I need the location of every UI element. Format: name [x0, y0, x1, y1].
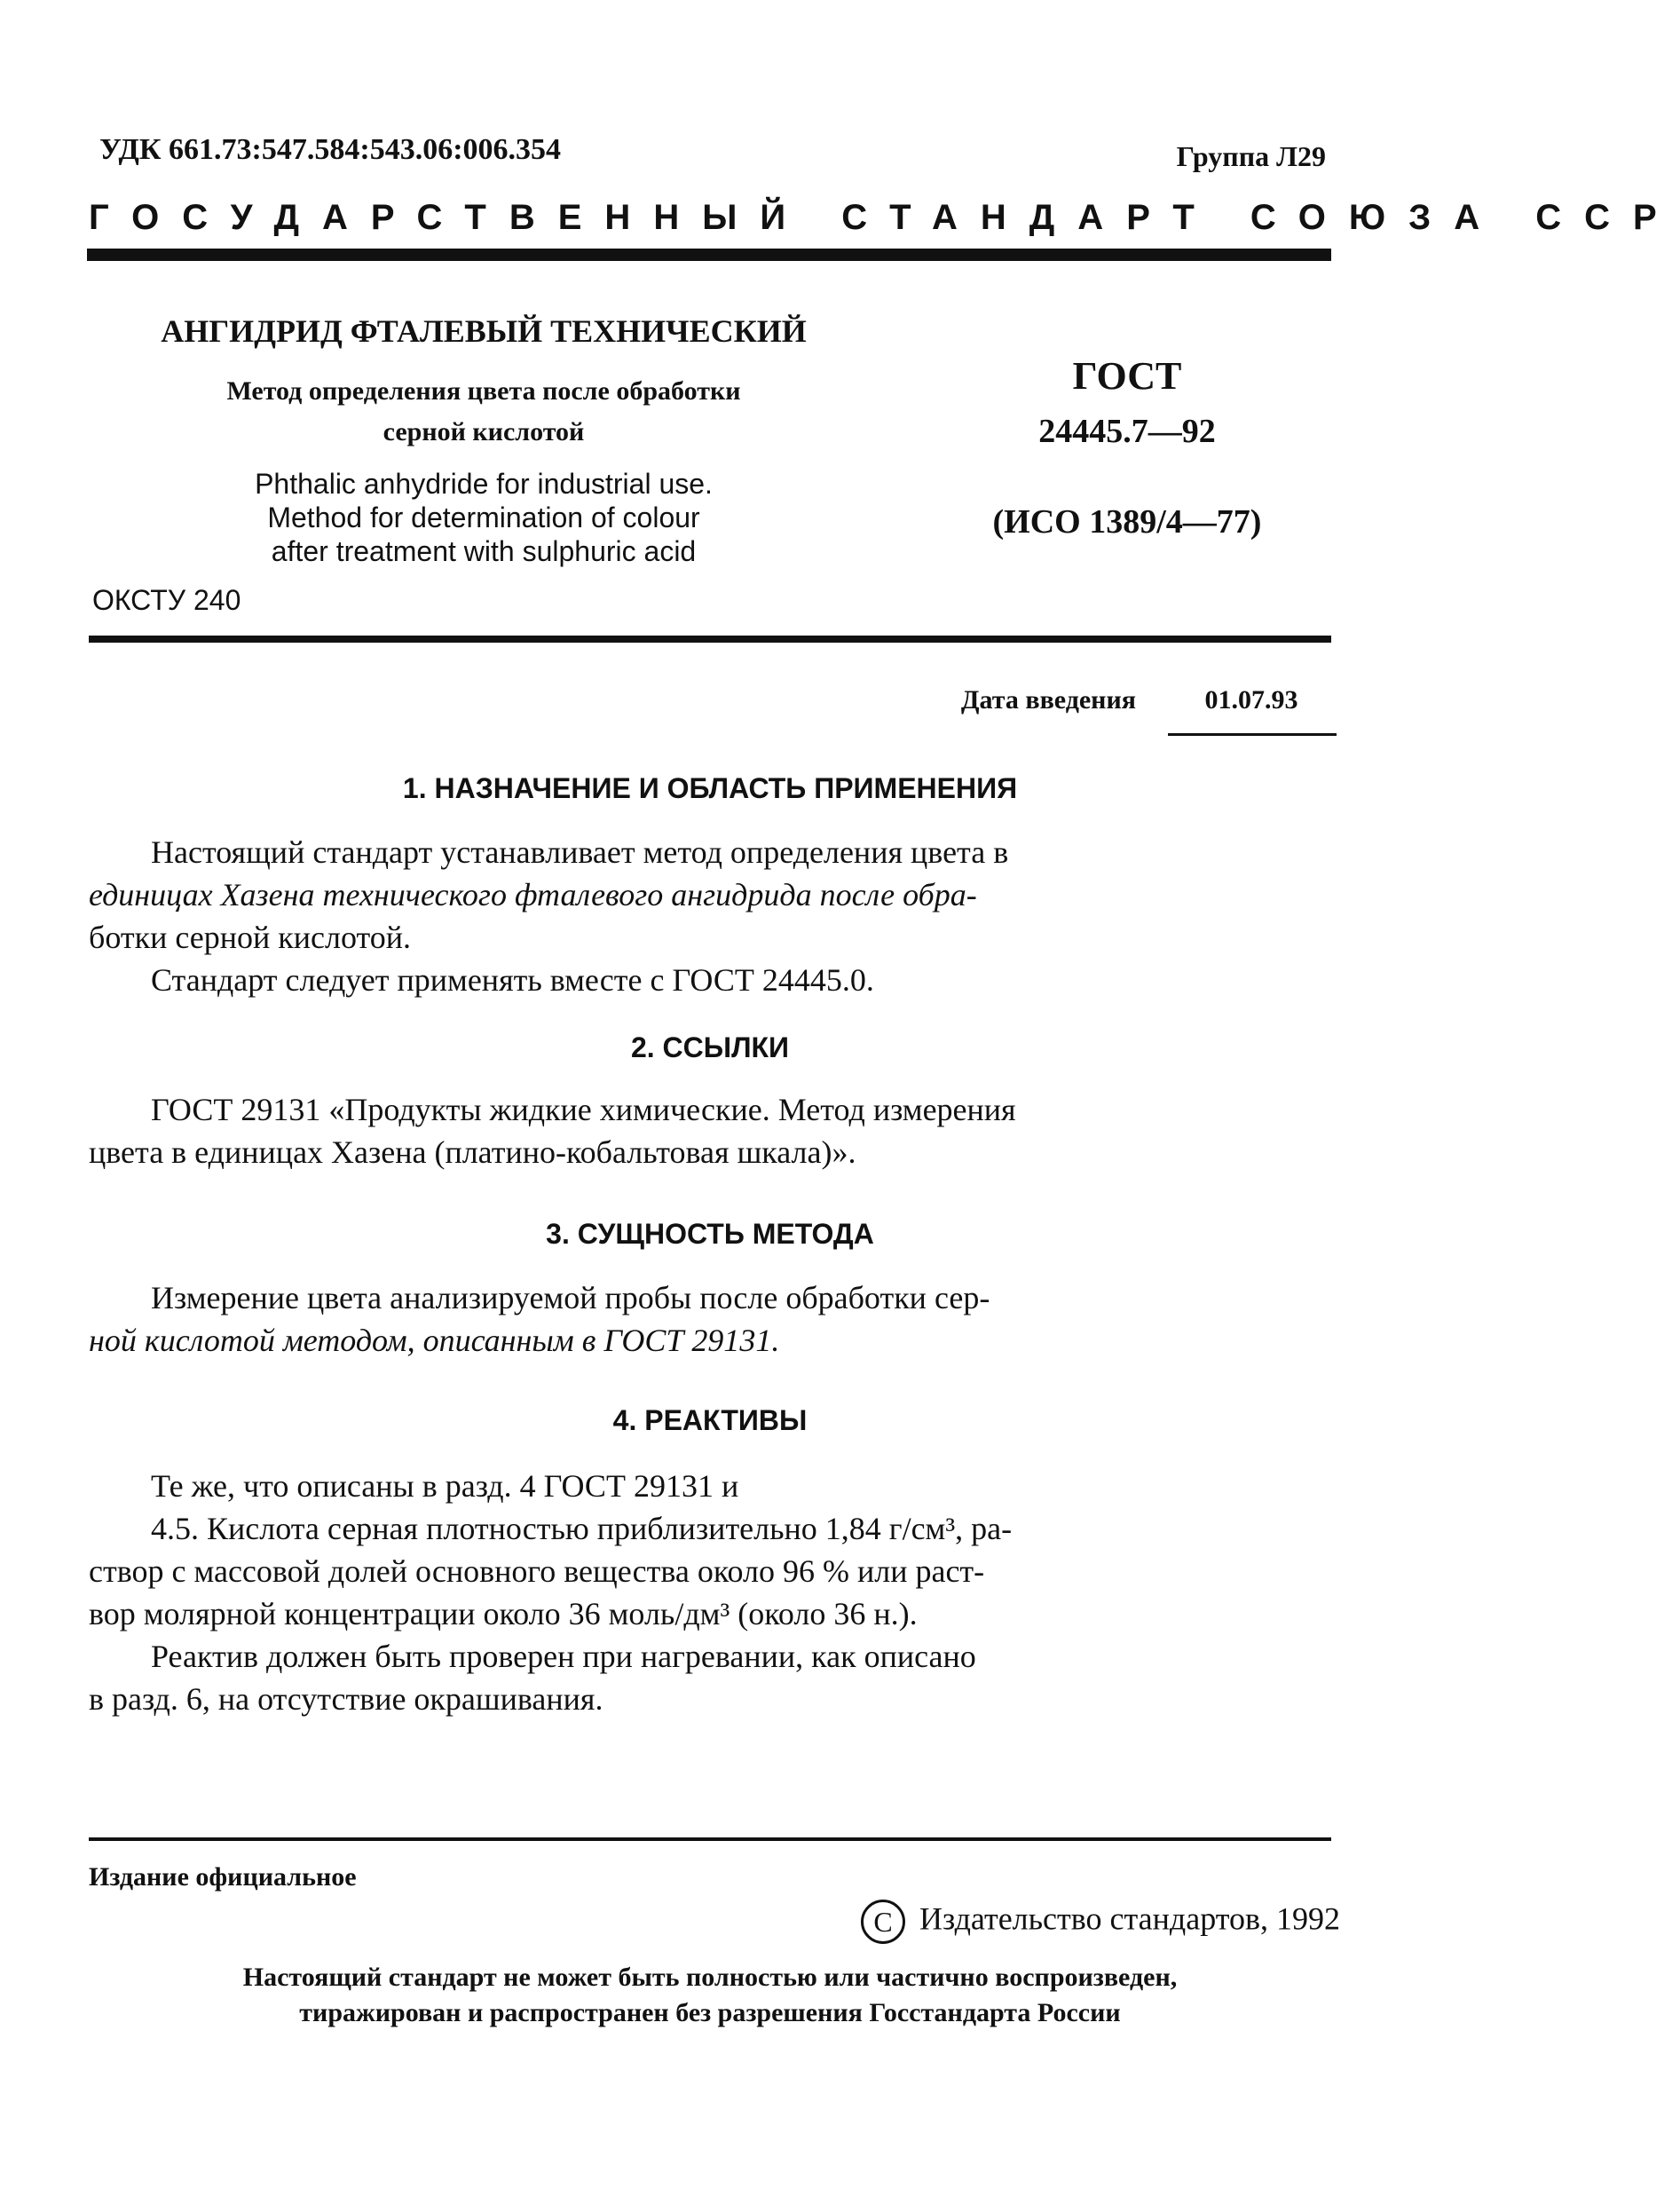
- title-ru: АНГИДРИД ФТАЛЕВЫЙ ТЕХНИЧЕСКИЙ: [161, 313, 807, 349]
- paragraph-line: Реактив должен быть проверен при нагревании, как описано: [151, 1639, 976, 1674]
- section-2-heading: 2. ССЫЛКИ: [630, 1031, 790, 1063]
- section-2-paragraph: [89, 1088, 1313, 1173]
- paragraph-line: ботки серной кислотой.: [89, 920, 412, 955]
- title-en-line: Phthalic anhydride for industrial use.: [255, 468, 713, 500]
- paragraph-line: в разд. 6, на отсутствие окрашивания.: [89, 1681, 603, 1717]
- subtitle-ru-line: Метод определения цвета после обработки: [226, 376, 741, 406]
- official-edition-label: Издание официальное: [89, 1862, 357, 1892]
- paragraph-line: цвета в единицах Хазена (платино-кобальтовая шкала)».: [89, 1134, 856, 1170]
- title-en: [89, 467, 879, 568]
- copyright-icon: C: [861, 1900, 905, 1944]
- section-4-paragraph: [89, 1465, 1313, 1720]
- section-3-paragraph: [89, 1276, 1313, 1362]
- intro-date-label: Дата введения: [960, 685, 1136, 715]
- italic-run: ной кислотой методом, описанным в ГОСТ 29131.: [89, 1323, 780, 1358]
- section-1-paragraph: [89, 831, 1313, 1001]
- paragraph-line: Измерение цвета анализируемой пробы после обработки сер-: [151, 1280, 990, 1315]
- subtitle-ru-line: серной кислотой: [383, 417, 585, 446]
- iso-reference: (ИСО 1389/4—77): [992, 503, 1262, 541]
- state-standard-banner: ГОСУДАРСТВЕННЫЙ СТАНДАРТ СОЮЗА ССР: [89, 198, 1680, 237]
- title-block-rule: [89, 636, 1331, 643]
- paragraph-line: створ с массовой долей основного вещества около 96 % или раст-: [89, 1553, 985, 1589]
- paragraph-line: Те же, что описаны в разд. 4 ГОСТ 29131 и: [151, 1468, 739, 1504]
- paragraph-line: ГОСТ 29131 «Продукты жидкие химические. Метод измерения: [151, 1092, 1016, 1127]
- paragraph-line: вор молярной концентрации около 36 моль/дм³ (около 36 н.).: [89, 1596, 918, 1631]
- okstu-code: ОКСТУ 240: [92, 584, 241, 616]
- notice-line: Настоящий стандарт не может быть полностью или частично воспроизведен,: [242, 1963, 1178, 1992]
- reproduction-notice: [89, 1960, 1331, 2031]
- paragraph-line: [89, 1319, 1313, 1362]
- gost-number: 24445.7—92: [1038, 413, 1216, 450]
- intro-date-underline: [1168, 733, 1337, 736]
- gost-label: ГОСТ: [1072, 354, 1182, 398]
- italic-run: единицах Хазена технического фталевого ангидрида после обра-: [89, 877, 977, 912]
- udk-code: УДК 661.73:547.584:543.06:006.354: [99, 133, 562, 166]
- section-4-heading: 4. РЕАКТИВЫ: [612, 1404, 808, 1436]
- header-rule: [87, 249, 1331, 261]
- paragraph-line: [89, 873, 1313, 916]
- paragraph-line: Настоящий стандарт устанавливает метод определения цвета в: [151, 834, 1009, 870]
- section-3-heading: 3. СУЩНОСТЬ МЕТОДА: [546, 1218, 874, 1250]
- paragraph-line: 4.5. Кислота серная плотностью приблизительно 1,84 г/см³, ра-: [151, 1511, 1013, 1546]
- paragraph-line: Стандарт следует применять вместе с ГОСТ 24445.0.: [151, 962, 874, 998]
- section-1-heading: 1. НАЗНАЧЕНИЕ И ОБЛАСТЬ ПРИМЕНЕНИЯ: [402, 772, 1018, 804]
- notice-line: тиражирован и распространен без разрешения Госстандарта России: [299, 1998, 1121, 2027]
- copyright-text: Издательство стандартов, 1992: [919, 1900, 1340, 1937]
- title-en-line: Method for determination of colour: [267, 502, 700, 533]
- footer-rule: [89, 1837, 1331, 1841]
- title-en-line: after treatment with sulphuric acid: [271, 535, 697, 567]
- copyright-line: [648, 1900, 1340, 1944]
- intro-date-value: 01.07.93: [1204, 685, 1298, 715]
- group-code: Группа Л29: [1176, 140, 1326, 172]
- subtitle-ru: [89, 371, 879, 453]
